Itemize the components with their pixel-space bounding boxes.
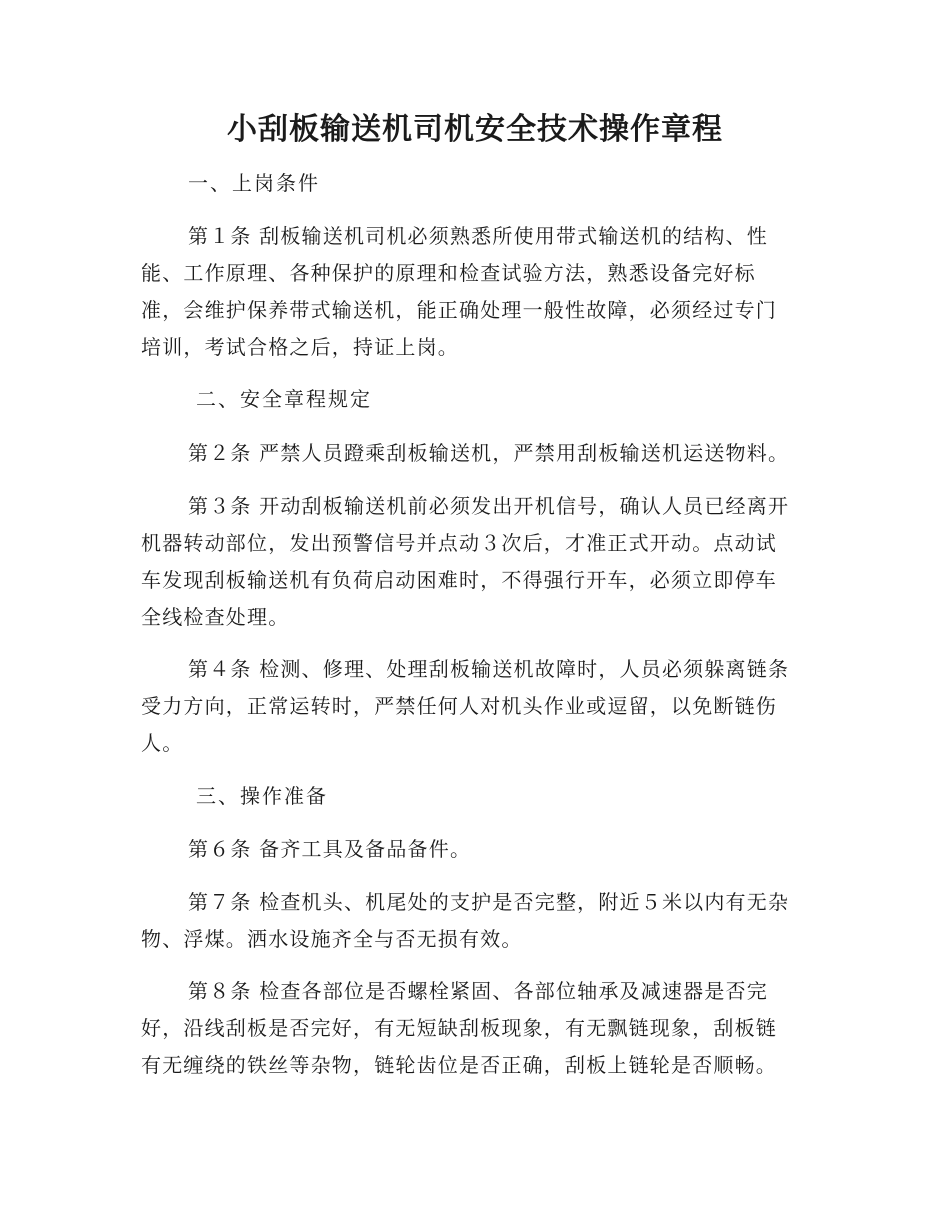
article-1-line-1: 第１条 刮板输送机司机必须熟悉所使用带式输送机的结构、性 xyxy=(188,224,768,248)
article-8-line-2: 好，沿线刮板是否完好，有无短缺刮板现象，有无飘链现象，刮板链 xyxy=(141,1016,777,1040)
section-heading-2: 二、安全章程规定 xyxy=(196,387,372,411)
article-7-line-1: 第７条 检查机头、机尾处的支护是否完整，附近５米以内有无杂 xyxy=(188,890,790,914)
article-2-line-1: 第２条 严禁人员蹬乘刮板输送机，严禁用刮板输送机运送物料。 xyxy=(188,441,790,465)
article-6-line-1: 第６条 备齐工具及备品备件。 xyxy=(188,837,472,861)
article-3-line-3: 车发现刮板输送机有负荷启动困难时，不得强行开车，必须立即停车 xyxy=(141,568,777,592)
article-4-line-2: 受力方向，正常运转时，严禁任何人对机头作业或逗留，以免断链伤 xyxy=(141,694,777,718)
article-1-line-4: 培训，考试合格之后，持证上岗。 xyxy=(141,335,459,359)
document-title: 小刮板输送机司机安全技术操作章程 xyxy=(227,112,723,147)
article-1-line-3: 准，会维护保养带式输送机，能正确处理一般性故障，必须经过专门 xyxy=(141,298,777,322)
article-4-line-1: 第４条 检测、修理、处理刮板输送机故障时，人员必须躲离链条 xyxy=(188,657,790,681)
article-4-line-3: 人。 xyxy=(141,731,184,755)
article-1-line-2: 能、工作原理、各种保护的原理和检查试验方法，熟悉设备完好标 xyxy=(141,261,756,285)
article-7-line-2: 物、浮煤。洒水设施齐全与否无损有效。 xyxy=(141,927,523,951)
article-3-line-2: 机器转动部位，发出预警信号并点动３次后，才准正式开动。点动试 xyxy=(141,531,777,555)
section-heading-3: 三、操作准备 xyxy=(196,784,328,808)
article-8-line-1: 第８条 检查各部位是否螺栓紧固、各部位轴承及减速器是否完 xyxy=(188,979,768,1003)
article-8-line-3: 有无缠绕的铁丝等杂物，链轮齿位是否正确，刮板上链轮是否顺畅。 xyxy=(141,1053,777,1077)
section-heading-1: 一、上岗条件 xyxy=(188,171,320,195)
article-3-line-1: 第３条 开动刮板输送机前必须发出开机信号，确认人员已经离开 xyxy=(188,494,790,518)
article-3-line-4: 全线检查处理。 xyxy=(141,605,290,629)
